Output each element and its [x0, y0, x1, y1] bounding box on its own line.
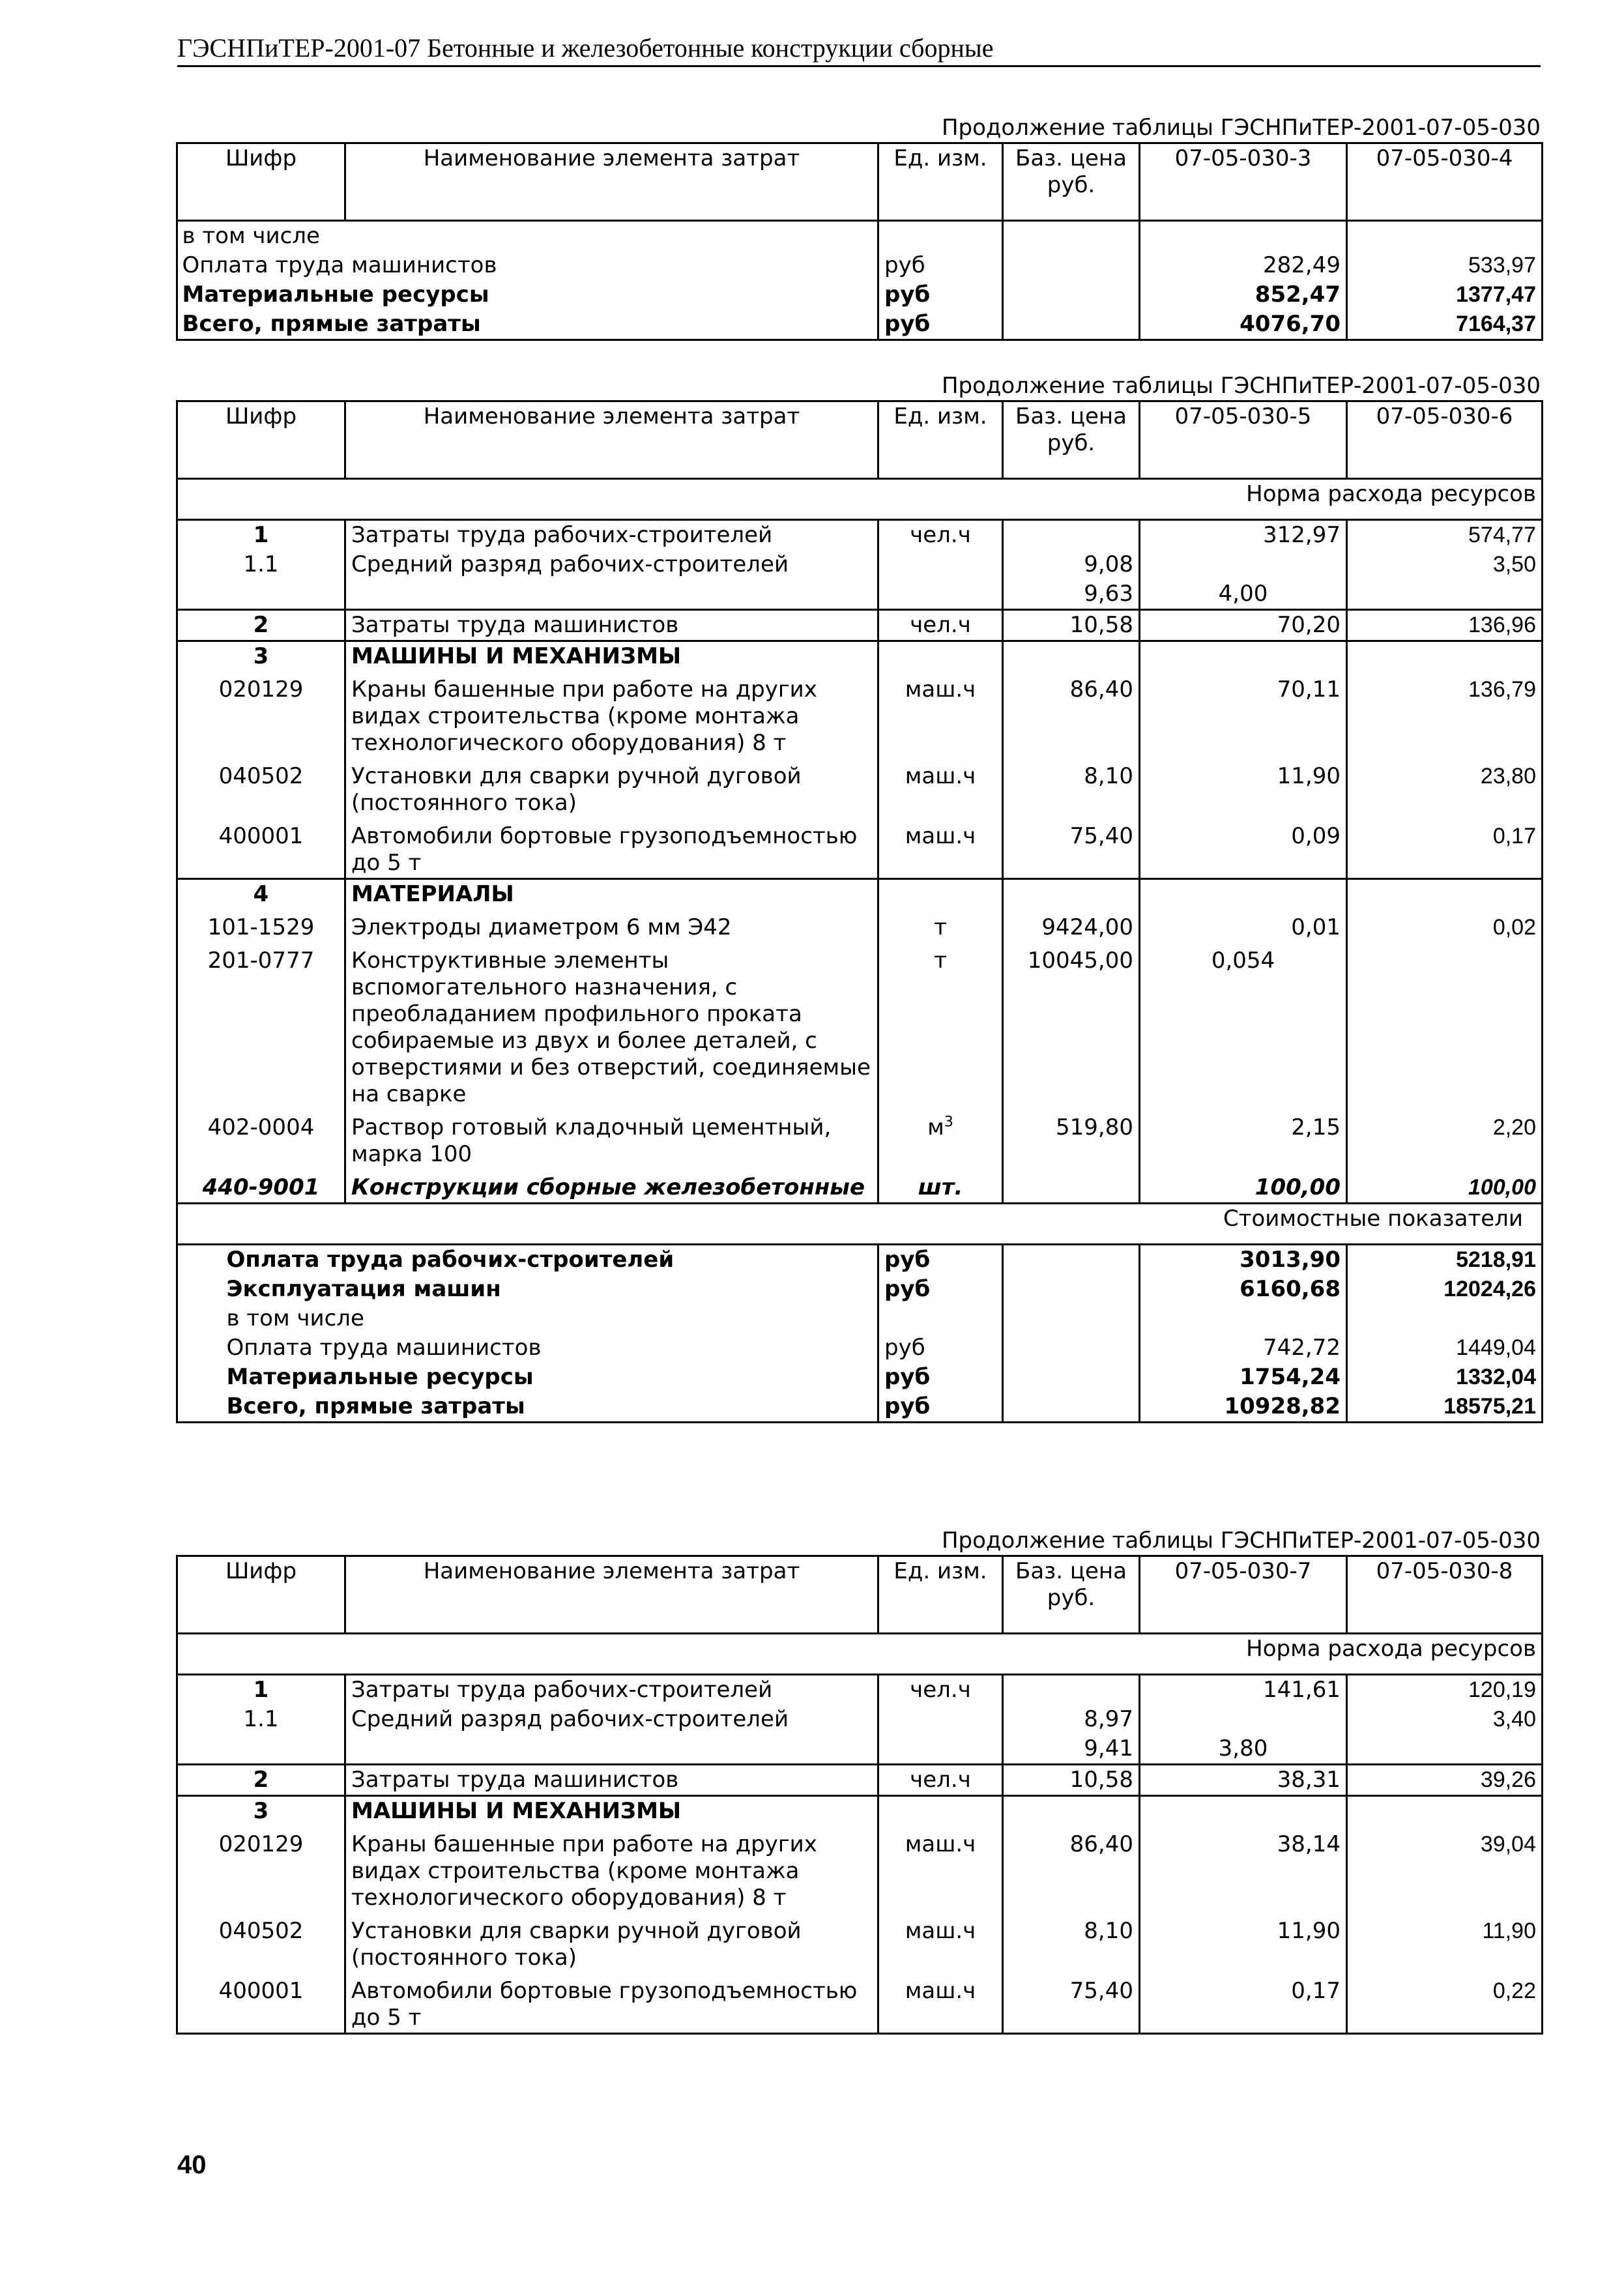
row-name: Оплата труда машинистов — [182, 252, 497, 278]
table-row — [177, 1304, 1543, 1333]
table-row — [177, 942, 1543, 1109]
row-name: Затраты труда машинистов — [345, 1765, 878, 1796]
row-price-1: 9,08 — [1003, 550, 1140, 579]
cost-table-3 — [176, 1555, 1543, 2035]
row-value-1: 11,90 — [1140, 1913, 1347, 1973]
row-name: Конструкции сборные железобетонные — [345, 1169, 878, 1204]
col-price-header: Баз. цена руб. — [1003, 1556, 1140, 1634]
row-name: Затраты труда машинистов — [345, 610, 878, 641]
row-value-2: 574,77 — [1347, 520, 1543, 551]
col-unit-header: Ед. изм. — [878, 143, 1003, 221]
row-price-2: 9,41 — [1003, 1734, 1140, 1765]
table-row — [177, 1973, 1543, 2034]
col-variant-2-header: 07-05-030-4 — [1347, 143, 1543, 221]
col-name-header: Наименование элемента затрат — [345, 401, 878, 479]
col-name-header: Наименование элемента затрат — [345, 1556, 878, 1634]
section-row — [177, 479, 1543, 520]
row-code: 1 — [177, 1675, 345, 1705]
norm-section-label: Норма расхода ресурсов — [177, 1634, 1543, 1675]
col-price-header: Баз. цена руб. — [1003, 401, 1140, 479]
row-value-2 — [1347, 942, 1543, 1109]
row-value-2: 0,17 — [1347, 818, 1543, 879]
row-value-2: 23,80 — [1347, 758, 1543, 818]
row-name: Оплата труда рабочих-строителей — [226, 1247, 674, 1273]
row-price: 75,40 — [1003, 818, 1140, 879]
row-value-1: 0,09 — [1140, 818, 1347, 879]
row-value-2: 120,19 — [1347, 1675, 1543, 1705]
row-value-2: 12024,26 — [1347, 1275, 1543, 1304]
row-unit: маш.ч — [878, 671, 1003, 758]
row-value-2: 533,97 — [1347, 251, 1543, 280]
table-row — [177, 221, 1543, 252]
table-row — [177, 1826, 1543, 1913]
table-header-row — [177, 401, 1543, 479]
row-code: 020129 — [177, 671, 345, 758]
row-code: 201-0777 — [177, 942, 345, 1109]
row-name: Краны башенные при работе на других видах строительства (кроме монтажа технологического оборудования) 8 т — [345, 1826, 878, 1913]
row-value-2: 0,02 — [1347, 909, 1543, 942]
row-name: Затраты труда рабочих-строителей — [345, 520, 878, 551]
table-row — [177, 1169, 1543, 1204]
row-value-2: 1377,47 — [1347, 280, 1543, 310]
row-value-1: 852,47 — [1140, 280, 1347, 310]
row-value-1: 3,80 — [1140, 1734, 1347, 1765]
table-row — [177, 550, 1543, 579]
row-code: 2 — [177, 1765, 345, 1796]
page-number: 40 — [177, 2151, 207, 2179]
col-code-header: Шифр — [177, 143, 345, 221]
row-value-1: 3013,90 — [1140, 1245, 1347, 1275]
row-name: МАШИНЫ И МЕХАНИЗМЫ — [345, 641, 878, 672]
table-header-row — [177, 1556, 1543, 1634]
row-name: Материальные ресурсы — [226, 1364, 534, 1390]
norm-section-label: Норма расхода ресурсов — [177, 479, 1543, 520]
cost-section-label: Стоимостные показатели — [177, 1204, 1543, 1245]
row-code: 4 — [177, 879, 345, 910]
row-unit: руб — [878, 1392, 1003, 1423]
row-unit — [878, 1109, 1003, 1169]
row-name: Установки для сварки ручной дуговой (постоянного тока) — [345, 758, 878, 818]
table-row — [177, 1913, 1543, 1973]
row-unit: руб — [878, 310, 1003, 340]
table-row — [177, 1705, 1543, 1734]
table-row — [177, 1275, 1543, 1304]
table-row — [177, 879, 1543, 910]
row-name: Электроды диаметром 6 мм Э42 — [345, 909, 878, 942]
row-value-2: 18575,21 — [1347, 1392, 1543, 1423]
row-value-1: 2,15 — [1140, 1109, 1347, 1169]
table-row — [177, 671, 1543, 758]
row-unit: чел.ч — [878, 1675, 1003, 1705]
row-value-1: 0,01 — [1140, 909, 1347, 942]
row-value-2: 3,40 — [1347, 1705, 1543, 1734]
row-price-2: 9,63 — [1003, 579, 1140, 610]
running-header: ГЭСНПиТЕР-2001-07 Бетонные и железобетонные конструкции сборные — [177, 31, 1541, 67]
row-code: 1.1 — [177, 550, 345, 610]
row-unit: чел.ч — [878, 520, 1003, 551]
row-name: Всего, прямые затраты — [177, 310, 710, 340]
row-price: 86,40 — [1003, 671, 1140, 758]
row-code: 402-0004 — [177, 1109, 345, 1169]
row-value-1: 10928,82 — [1140, 1392, 1347, 1423]
row-price-1: 8,97 — [1003, 1705, 1140, 1734]
row-value-2: 11,90 — [1347, 1913, 1543, 1973]
row-unit: чел.ч — [878, 610, 1003, 641]
row-name: Конструктивные элементы вспомогательного назначения, с преобладанием профильного проката собираемые из двух и более деталей, с отверстиями и без отверстий, соединяемые на сварке — [345, 942, 878, 1109]
table-header-row — [177, 143, 1543, 221]
row-value-1: 70,20 — [1140, 610, 1347, 641]
row-name: Затраты труда рабочих-строителей — [345, 1675, 878, 1705]
row-value-2: 2,20 — [1347, 1109, 1543, 1169]
row-value-2: 100,00 — [1347, 1169, 1543, 1204]
row-code: 1 — [177, 520, 345, 551]
row-unit: руб — [878, 280, 1003, 310]
row-value-1: 38,14 — [1140, 1826, 1347, 1913]
row-name: Средний разряд рабочих-строителей — [345, 550, 878, 610]
col-variant-1-header: 07-05-030-5 — [1140, 401, 1347, 479]
row-code: 400001 — [177, 818, 345, 879]
col-unit-header: Ед. изм. — [878, 1556, 1003, 1634]
row-value-1: 4076,70 — [1140, 310, 1347, 340]
table-row — [177, 251, 1543, 280]
col-variant-1-header: 07-05-030-3 — [1140, 143, 1347, 221]
continuation-caption-3: Продолжение таблицы ГЭСНПиТЕР-2001-07-05-030 — [941, 1528, 1541, 1554]
row-value-2: 1449,04 — [1347, 1333, 1543, 1363]
table-row — [177, 280, 1543, 310]
row-code: 440-9001 — [177, 1169, 345, 1204]
row-code: 101-1529 — [177, 909, 345, 942]
row-code: 3 — [177, 1796, 345, 1827]
cost-table-1 — [176, 142, 1543, 341]
row-value-1: 1754,24 — [1140, 1363, 1347, 1392]
table-row — [177, 1245, 1543, 1275]
table-row — [177, 641, 1543, 672]
row-name: Раствор готовый кладочный цементный, марка 100 — [345, 1109, 878, 1169]
row-name: МАТЕРИАЛЫ — [345, 879, 878, 910]
row-unit: руб — [878, 1333, 1003, 1363]
table-row — [177, 1333, 1543, 1363]
row-unit: руб — [878, 1275, 1003, 1304]
row-price: 86,40 — [1003, 1826, 1140, 1913]
row-unit: маш.ч — [878, 1973, 1003, 2034]
row-value-2: 1332,04 — [1347, 1363, 1543, 1392]
row-unit: руб — [878, 1363, 1003, 1392]
table-row — [177, 818, 1543, 879]
row-name: в том числе — [182, 223, 320, 249]
row-price: 8,10 — [1003, 1913, 1140, 1973]
table-row — [177, 909, 1543, 942]
row-value-1: 70,11 — [1140, 671, 1347, 758]
row-value-2: 7164,37 — [1347, 310, 1543, 340]
table-row — [177, 758, 1543, 818]
table-row — [177, 1796, 1543, 1827]
row-value-1: 100,00 — [1140, 1169, 1347, 1204]
row-unit: шт. — [878, 1169, 1003, 1204]
row-name: Оплата труда машинистов — [226, 1335, 542, 1361]
row-name: Эксплуатация машин — [226, 1276, 501, 1302]
col-unit-header: Ед. изм. — [878, 401, 1003, 479]
row-name: Материальные ресурсы — [182, 282, 489, 308]
table-row — [177, 1675, 1543, 1705]
row-name: Автомобили бортовые грузоподъемностью до 5 т — [345, 1973, 878, 2034]
row-price: 8,10 — [1003, 758, 1140, 818]
row-value-1: 312,97 — [1140, 520, 1347, 551]
row-value-1: 4,00 — [1140, 579, 1347, 610]
cost-table-2 — [176, 400, 1543, 1423]
row-value-1: 141,61 — [1140, 1675, 1347, 1705]
unit-superscript: 3 — [944, 1114, 953, 1131]
row-name: МАШИНЫ И МЕХАНИЗМЫ — [345, 1796, 878, 1827]
row-value-2: 5218,91 — [1347, 1245, 1543, 1275]
row-value-1: 742,72 — [1140, 1333, 1347, 1363]
col-code-header: Шифр — [177, 1556, 345, 1634]
row-unit: маш.ч — [878, 1913, 1003, 1973]
table-row — [177, 520, 1543, 551]
row-unit: маш.ч — [878, 758, 1003, 818]
row-value-2: 39,04 — [1347, 1826, 1543, 1913]
row-value-2: 136,79 — [1347, 671, 1543, 758]
row-code: 3 — [177, 641, 345, 672]
row-code: 1.1 — [177, 1705, 345, 1765]
row-unit: чел.ч — [878, 1765, 1003, 1796]
row-price: 10045,00 — [1003, 942, 1140, 1109]
row-unit: руб — [878, 251, 1003, 280]
section-row — [177, 1634, 1543, 1675]
row-unit: маш.ч — [878, 818, 1003, 879]
row-code: 400001 — [177, 1973, 345, 2034]
row-code: 020129 — [177, 1826, 345, 1913]
row-name: Краны башенные при работе на других видах строительства (кроме монтажа технологического оборудования) 8 т — [345, 671, 878, 758]
row-value-1: 38,31 — [1140, 1765, 1347, 1796]
row-unit: т — [878, 909, 1003, 942]
col-variant-2-header: 07-05-030-8 — [1347, 1556, 1543, 1634]
row-price: 10,58 — [1003, 1765, 1140, 1796]
row-value-1: 11,90 — [1140, 758, 1347, 818]
table-row — [177, 1392, 1543, 1423]
row-value-2: 0,22 — [1347, 1973, 1543, 2034]
row-value-1: 282,49 — [1140, 251, 1347, 280]
row-name: в том числе — [226, 1305, 364, 1331]
table-row — [177, 1109, 1543, 1169]
row-unit: руб — [878, 1245, 1003, 1275]
row-code: 040502 — [177, 1913, 345, 1973]
row-price: 9424,00 — [1003, 909, 1140, 942]
unit-text: м — [927, 1114, 944, 1140]
row-unit: маш.ч — [878, 1826, 1003, 1913]
row-value-1: 6160,68 — [1140, 1275, 1347, 1304]
section-row — [177, 1204, 1543, 1245]
row-price: 10,58 — [1003, 610, 1140, 641]
table-row — [177, 1765, 1543, 1796]
col-name-header: Наименование элемента затрат — [345, 143, 878, 221]
row-value-2: 136,96 — [1347, 610, 1543, 641]
row-name: Средний разряд рабочих-строителей — [345, 1705, 878, 1765]
table-row — [177, 1363, 1543, 1392]
row-name: Всего, прямые затраты — [222, 1392, 755, 1423]
col-variant-1-header: 07-05-030-7 — [1140, 1556, 1347, 1634]
col-price-header: Баз. цена руб. — [1003, 143, 1140, 221]
col-variant-2-header: 07-05-030-6 — [1347, 401, 1543, 479]
row-name: Установки для сварки ручной дуговой (постоянного тока) — [345, 1913, 878, 1973]
row-code: 2 — [177, 610, 345, 641]
continuation-caption-1: Продолжение таблицы ГЭСНПиТЕР-2001-07-05-030 — [941, 115, 1541, 141]
table-row — [177, 610, 1543, 641]
row-value-1: 0,17 — [1140, 1973, 1347, 2034]
row-name: Автомобили бортовые грузоподъемностью до 5 т — [345, 818, 878, 879]
row-value-1: 0,054 — [1140, 942, 1347, 1109]
row-code: 040502 — [177, 758, 345, 818]
col-code-header: Шифр — [177, 401, 345, 479]
row-value-2: 39,26 — [1347, 1765, 1543, 1796]
row-unit: т — [878, 942, 1003, 1109]
continuation-caption-2: Продолжение таблицы ГЭСНПиТЕР-2001-07-05-030 — [941, 373, 1541, 399]
row-value-2: 3,50 — [1347, 550, 1543, 579]
table-row — [177, 310, 1543, 340]
row-price: 519,80 — [1003, 1109, 1140, 1169]
row-price: 75,40 — [1003, 1973, 1140, 2034]
